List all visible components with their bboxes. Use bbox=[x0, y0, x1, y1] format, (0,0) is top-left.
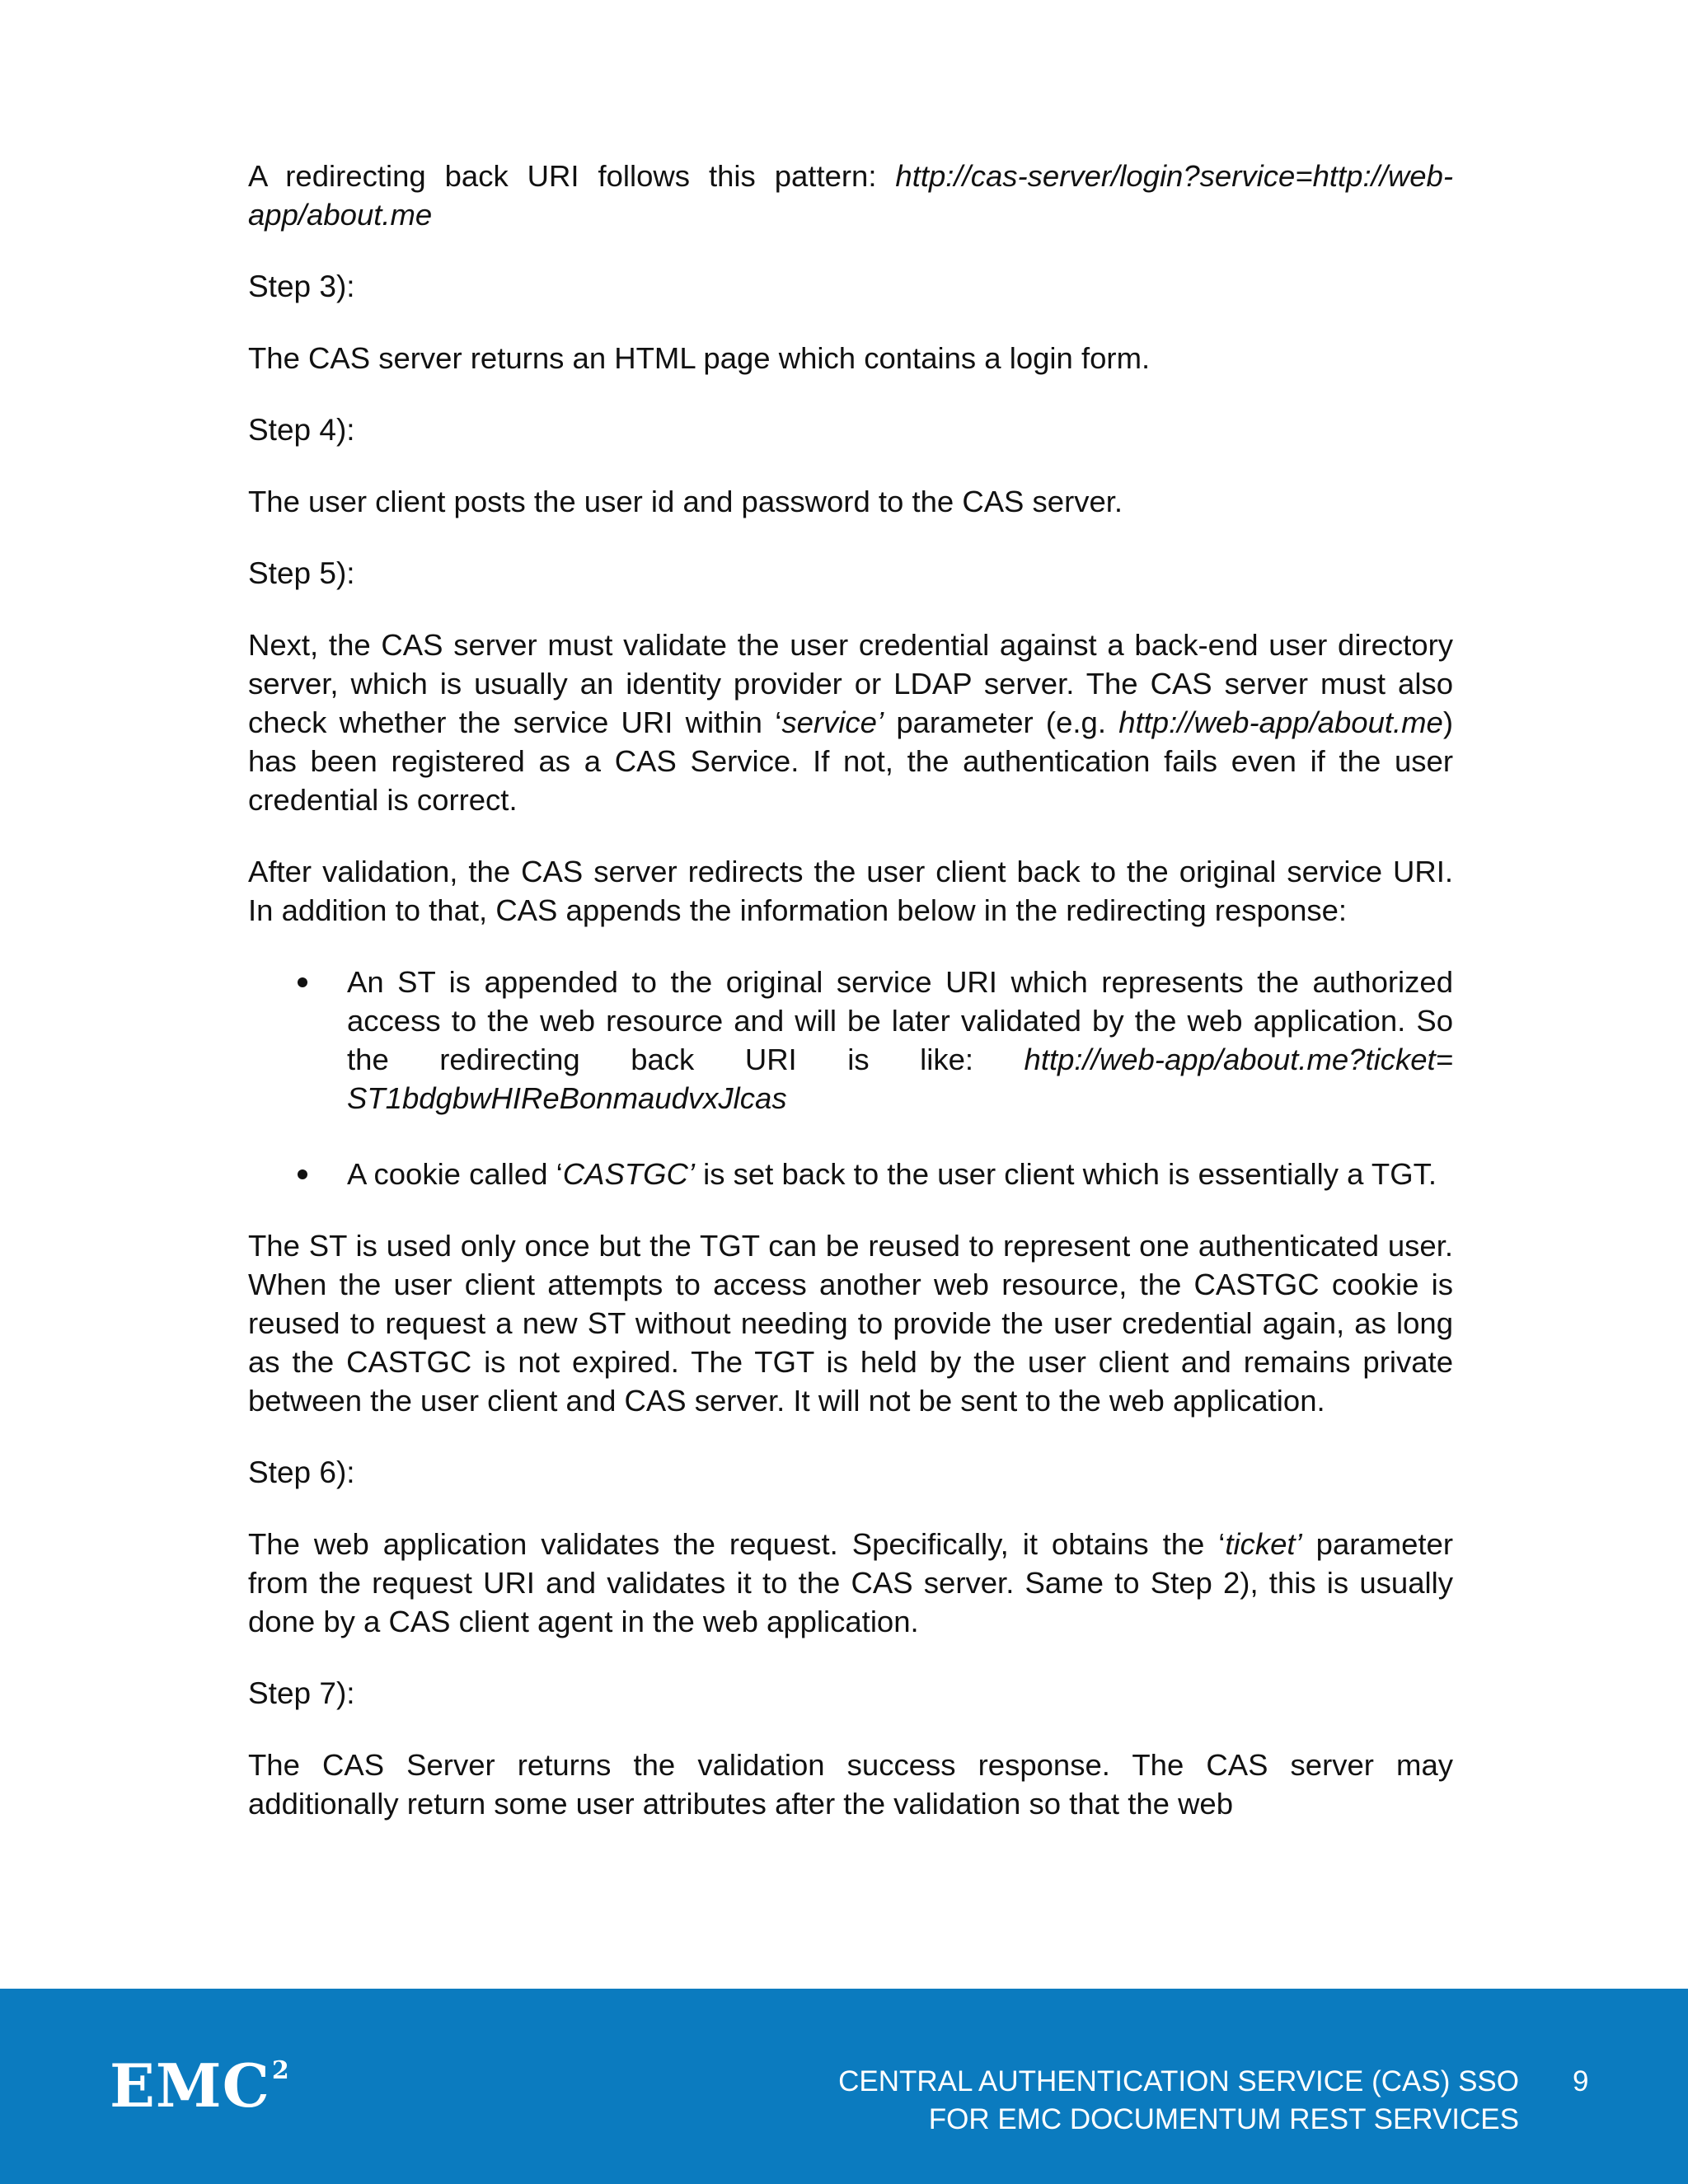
ticket-uri-example: http://web-app/about.me?ticket= ST1bdgbwHIReBonmaudvxJlcas bbox=[347, 1043, 1453, 1115]
list-item bbox=[248, 1155, 1453, 1193]
step-4-heading: Step 4): bbox=[248, 413, 355, 447]
response-info-list bbox=[248, 963, 1453, 1193]
step-6-paragraph bbox=[248, 1525, 1453, 1641]
paragraph-text: ) has been registered as a CAS Service. If not, the authentication fails even if the user credential is correct. bbox=[248, 705, 1454, 817]
document-body bbox=[248, 157, 1453, 1823]
step-7-paragraph: The CAS Server returns the validation success response. The CAS server may additionally return some user attributes after the validation so that the web bbox=[248, 1748, 1453, 1821]
document-title-line: FOR EMC DOCUMENTUM REST SERVICES bbox=[928, 2103, 1519, 2135]
document-title bbox=[838, 2063, 1519, 2139]
service-uri-example: http://web-app/about.me bbox=[1118, 705, 1443, 739]
step-5-paragraph bbox=[248, 626, 1453, 819]
ticket-param-term: ticket’ bbox=[1225, 1527, 1302, 1561]
paragraph-text: Next, the CAS server must validate the user credential against a back-end user directory server, which is usually an identity provider or LDAP server. The CAS server must also check whether the service URI within ‘ bbox=[248, 628, 1453, 739]
list-item-text: is set back to the user client which is essentially a TGT. bbox=[694, 1157, 1437, 1191]
step-3-text: The CAS server returns an HTML page which contains a login form. bbox=[248, 341, 1151, 375]
service-param-term: service’ bbox=[781, 705, 884, 739]
paragraph-text: A redirecting back URI follows this pattern: bbox=[248, 159, 896, 193]
step-5-heading: Step 5): bbox=[248, 556, 355, 590]
bullet-icon bbox=[298, 977, 307, 987]
step-4-text: The user client posts the user id and password to the CAS server. bbox=[248, 485, 1123, 518]
step-7-heading: Step 7): bbox=[248, 1676, 355, 1710]
redirect-uri-example: http://cas-server/login?service=http://web-app/about.me bbox=[248, 159, 1453, 232]
after-validation-paragraph: After validation, the CAS server redirects the user client back to the original service URI. In addition to that, CAS appends the information below in the redirecting response: bbox=[248, 855, 1453, 927]
redirect-uri-paragraph bbox=[248, 157, 1453, 234]
page-footer bbox=[0, 1989, 1688, 2184]
logo-superscript: 2 bbox=[271, 2056, 290, 2085]
document-title-line: CENTRAL AUTHENTICATION SERVICE (CAS) SSO bbox=[838, 2065, 1519, 2097]
bullet-icon bbox=[298, 1169, 307, 1179]
list-item-text: A cookie called ‘ bbox=[347, 1157, 563, 1191]
list-item-text: An ST is appended to the original service URI which represents the authorized access to the web resource and will be later validated by the web application. So the redirecting back URI is like: bbox=[347, 965, 1453, 1076]
list-item bbox=[248, 963, 1453, 1118]
logo-text: EMC bbox=[110, 2050, 270, 2121]
step-6-heading: Step 6): bbox=[248, 1455, 355, 1489]
step-3-heading: Step 3): bbox=[248, 269, 355, 303]
paragraph-text: parameter (e.g. bbox=[884, 705, 1119, 739]
paragraph-text: parameter from the request URI and validates it to the CAS server. Same to Step 2), this is usually done by a CAS client agent in the web application. bbox=[248, 1527, 1453, 1638]
st-tgt-paragraph: The ST is used only once but the TGT can be reused to represent one authenticated user. When the user client attempts to access another web resource, the CASTGC cookie is reused to request a new ST without needing to provide the user credential again, as long as the CASTGC is not expired. The TGT is held by the user client and remains private between the user client and CAS server. It will not be sent to the web application. bbox=[248, 1229, 1453, 1418]
paragraph-text: The web application validates the request. Specifically, it obtains the ‘ bbox=[248, 1527, 1226, 1561]
castgc-term: CASTGC’ bbox=[562, 1157, 695, 1191]
page-number: 9 bbox=[1573, 2065, 1589, 2097]
emc-logo bbox=[110, 2050, 290, 2121]
